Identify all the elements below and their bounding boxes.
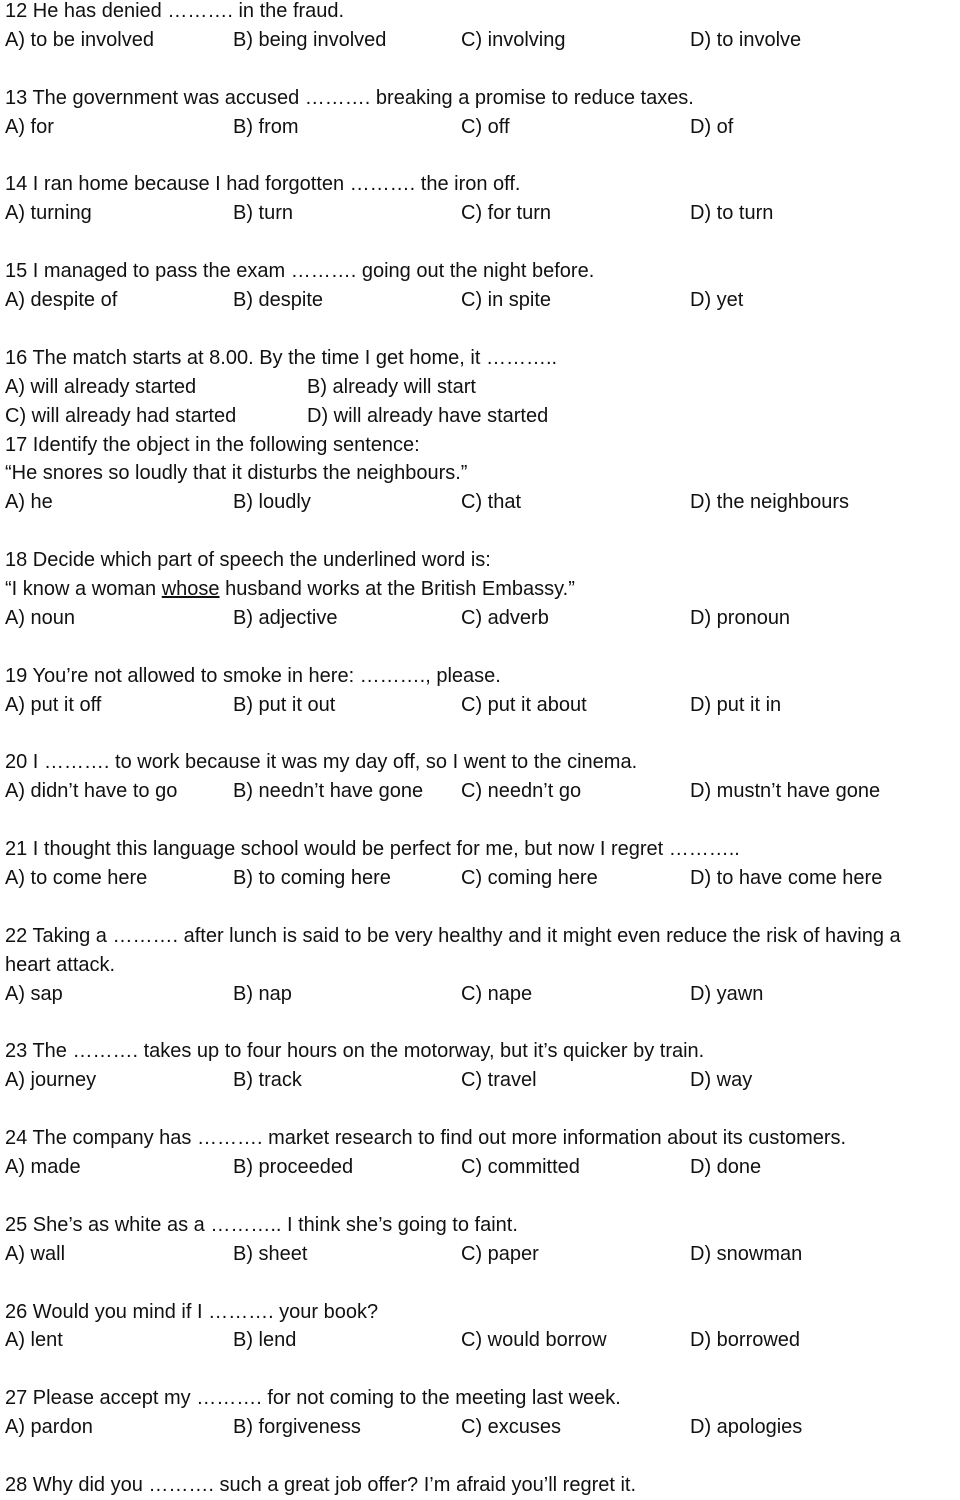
- quoted-sentence: [5, 575, 575, 604]
- answer-option: B) proceeded: [233, 1156, 354, 1178]
- question-stem: [5, 951, 115, 980]
- answer-option: B) nap: [233, 982, 292, 1005]
- answer-option: A) to come here: [5, 867, 148, 889]
- answer-option: A) he: [5, 491, 53, 514]
- quote-text: husband works at the British Embassy.”: [219, 578, 575, 600]
- answer-option: B) adjective: [233, 606, 338, 629]
- answer-option: B) loudly: [233, 491, 311, 514]
- answer-option: D) yet: [690, 289, 744, 311]
- underlined-word: whose: [161, 578, 220, 600]
- question-stem: [5, 1037, 704, 1066]
- answer-option: D) the neighbours: [690, 491, 849, 514]
- question-text: 15 I managed to pass the exam ………. going out the night before.: [5, 260, 595, 283]
- answer-option: D) to have come here: [690, 867, 883, 889]
- answer-option: D) will already have started: [307, 404, 549, 427]
- question-stem: [5, 459, 467, 488]
- question-text: 14 I ran home because I had forgotten ………. the iron off.: [5, 173, 521, 196]
- answer-option: A) sap: [5, 982, 63, 1005]
- question-text: 22 Taking a ………. after lunch is said to be very healthy and it might even reduce the risk of having a: [5, 924, 901, 947]
- answer-option: C) that: [461, 491, 522, 514]
- answer-option: B) from: [233, 115, 299, 138]
- question-text: 19 You’re not allowed to smoke in here: ………., please.: [5, 664, 501, 687]
- answer-option: A) despite of: [5, 289, 118, 311]
- question-text: 28 Why did you ………. such a great job offer? I’m afraid you’ll regret it.: [5, 1473, 637, 1496]
- answer-option: A) put it off: [5, 693, 102, 716]
- question-stem: [5, 257, 594, 286]
- question-stem: [5, 748, 637, 777]
- answer-option: C) paper: [461, 1242, 539, 1265]
- question-stem: [5, 1124, 846, 1153]
- answer-option: C) nape: [461, 982, 533, 1005]
- answer-option: B) sheet: [233, 1242, 308, 1265]
- answer-option: C) off: [461, 115, 510, 138]
- question-stem: [5, 1471, 636, 1500]
- answer-option: C) put it about: [461, 693, 587, 716]
- answer-option: D) done: [690, 1156, 762, 1178]
- quote-text: “I know a woman: [5, 578, 162, 600]
- answer-option: C) will already had started: [5, 404, 237, 427]
- answer-option: A) journey: [5, 1069, 97, 1092]
- answer-option: B) track: [233, 1069, 302, 1092]
- answer-option: A) noun: [5, 606, 76, 629]
- answer-option: A) didn’t have to go: [5, 780, 178, 803]
- question-stem: [5, 922, 901, 951]
- question-stem: [5, 170, 521, 199]
- answer-option: C) excuses: [461, 1416, 562, 1439]
- question-stem: [5, 546, 491, 575]
- answer-option: D) to involve: [690, 28, 802, 51]
- question-stem: [5, 1384, 621, 1413]
- answer-option: D) mustn’t have gone: [690, 780, 881, 803]
- answer-option: D) borrowed: [690, 1329, 801, 1352]
- answer-option: B) already will start: [307, 375, 476, 398]
- answer-option: A) for: [5, 115, 54, 138]
- answer-option: C) committed: [461, 1156, 580, 1178]
- question-stem: [5, 84, 694, 113]
- question-text: 18 Decide which part of speech the underlined word is:: [5, 549, 491, 572]
- answer-option: B) to coming here: [233, 867, 391, 889]
- answer-option: A) made: [5, 1156, 81, 1178]
- answer-option: D) put it in: [690, 693, 782, 716]
- question-text: 27 Please accept my ………. for not coming to the meeting last week.: [5, 1387, 621, 1410]
- answer-option: D) yawn: [690, 982, 764, 1005]
- question-text: 20 I ………. to work because it was my day off, so I went to the cinema.: [5, 751, 638, 774]
- question-text: 17 Identify the object in the following sentence:: [5, 433, 420, 456]
- answer-option: C) needn’t go: [461, 780, 582, 803]
- answer-option: B) lend: [233, 1329, 297, 1352]
- question-stem: [5, 1298, 378, 1327]
- question-text: 25 She’s as white as a ……….. I think she’s going to faint.: [5, 1213, 518, 1236]
- answer-option: A) pardon: [5, 1416, 93, 1439]
- answer-option: B) needn’t have gone: [233, 780, 424, 803]
- question-text: 16 The match starts at 8.00. By the time I get home, it ………..: [5, 346, 558, 369]
- question-stem: [5, 1211, 518, 1240]
- answer-option: D) way: [690, 1069, 753, 1092]
- question-stem: [5, 835, 740, 864]
- question-text: 13 The government was accused ………. breaking a promise to reduce taxes.: [5, 86, 694, 109]
- question-text: 26 Would you mind if I ………. your book?: [5, 1300, 379, 1323]
- answer-option: B) being involved: [233, 28, 387, 51]
- answer-option: B) forgiveness: [233, 1416, 361, 1439]
- answer-option: C) adverb: [461, 606, 549, 629]
- question-text: 24 The company has ………. market research to find out more information about its customers.: [5, 1127, 847, 1150]
- answer-option: A) turning: [5, 202, 92, 225]
- question-text: 21 I thought this language school would be perfect for me, but now I regret ………..: [5, 838, 740, 861]
- answer-option: C) for turn: [461, 202, 552, 225]
- question-stem: [5, 0, 344, 26]
- answer-option: B) put it out: [233, 693, 336, 716]
- question-text: heart attack.: [5, 953, 116, 976]
- question-text: “He snores so loudly that it disturbs the neighbours.”: [5, 462, 468, 485]
- question-stem: [5, 344, 557, 373]
- answer-option: A) lent: [5, 1329, 63, 1352]
- answer-option: C) coming here: [461, 867, 598, 889]
- answer-option: D) snowman: [690, 1242, 803, 1265]
- answer-option: B) turn: [233, 202, 294, 225]
- answer-option: D) of: [690, 115, 734, 138]
- answer-option: D) pronoun: [690, 606, 791, 629]
- answer-option: A) to be involved: [5, 28, 154, 51]
- answer-option: D) to turn: [690, 202, 774, 225]
- question-stem: [5, 662, 501, 691]
- answer-option: A) wall: [5, 1242, 66, 1265]
- answer-option: C) in spite: [461, 289, 552, 311]
- question-text: 23 The ………. takes up to four hours on the motorway, but it’s quicker by train.: [5, 1040, 705, 1063]
- answer-option: C) travel: [461, 1069, 537, 1092]
- question-text: 12 He has denied ………. in the fraud.: [5, 0, 345, 22]
- answer-option: C) would borrow: [461, 1329, 607, 1352]
- answer-option: B) despite: [233, 289, 324, 311]
- question-stem: [5, 431, 420, 460]
- answer-option: A) will already started: [5, 375, 197, 398]
- answer-option: C) involving: [461, 28, 566, 51]
- answer-option: D) apologies: [690, 1416, 803, 1439]
